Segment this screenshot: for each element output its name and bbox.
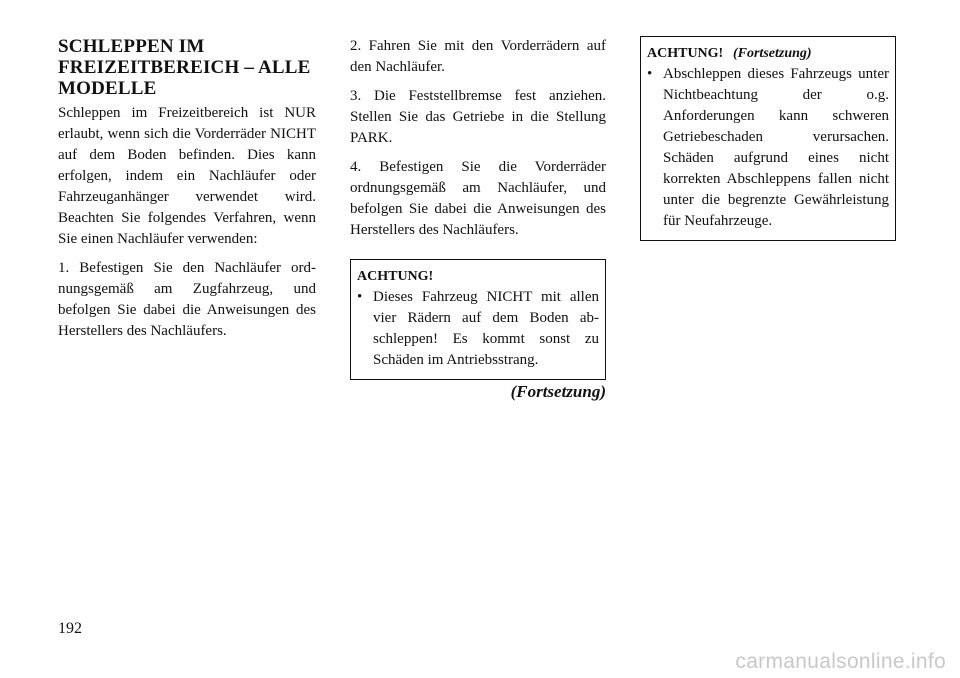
intro-paragraph: Schleppen im Freizeitbereich ist NUR erlaubt, wenn sich die Vorderräder NICHT auf dem Boden befinden. Dies kann erfolgen, indem ein Nachläufer oder Fahrzeuganhänger verwendet wird. Beachten Sie folgendes Verfahren, wenn Sie einen Nachläufer verwenden: bbox=[58, 105, 316, 247]
bullet-icon: • bbox=[647, 66, 653, 82]
warning-header bbox=[647, 43, 889, 64]
warning-box bbox=[350, 259, 606, 380]
warning-bullet bbox=[357, 287, 599, 371]
page-number: 192 bbox=[58, 620, 82, 637]
warning-box-continued bbox=[640, 36, 896, 241]
column-middle bbox=[350, 36, 606, 402]
section-heading bbox=[58, 36, 316, 99]
warning-bullet-text: Dieses Fahrzeug NICHT mit allen vier Rädern auf dem Boden abschleppen! Es kommt sonst zu Schäden im Antriebsstrang. bbox=[373, 289, 599, 368]
step-1: 1. Befestigen Sie den Nachläufer ordnungsgemäß am Zugfahrzeug, und befolgen Sie dabei die Anweisungen des Herstellers des Nachläufers. bbox=[58, 260, 316, 339]
heading-line-3: MODELLE bbox=[58, 78, 157, 99]
heading-line-1: SCHLEPPEN IM bbox=[58, 36, 205, 57]
warning-continued-label: (Fortsetzung) bbox=[732, 46, 812, 61]
watermark: carmanualsonline.info bbox=[735, 650, 946, 673]
warning-title: ACHTUNG! bbox=[647, 46, 724, 61]
warning-title: ACHTUNG! bbox=[357, 269, 434, 284]
bullet-icon: • bbox=[357, 289, 363, 305]
column-left bbox=[58, 36, 316, 350]
warning-bullet bbox=[647, 64, 889, 232]
step-4: 4. Befestigen Sie die Vorderräder ordnungsgemäß am Nachläufer, und befolgen Sie dabei die Anweisungen des Herstellers des Nachläufers. bbox=[350, 159, 606, 238]
warning-bullet-text: Abschleppen dieses Fahrzeugs unter Nichtbeachtung der o.g. Anforderungen kann schweren Getriebeschaden verursachen. Schäden aufgrund eines nicht korrekten Abschleppens fallen nicht unter die begrenzte Gewährleistung für Neufahrzeuge. bbox=[663, 66, 889, 229]
step-3: 3. Die Feststellbremse fest anziehen. Stellen Sie das Getriebe in die Stellung PARK. bbox=[350, 88, 606, 146]
step-2: 2. Fahren Sie mit den Vorderrädern auf den Nachläufer. bbox=[350, 38, 606, 75]
continued-label: (Fortsetzung) bbox=[510, 382, 606, 401]
heading-line-2: FREIZEITBEREICH – ALLE bbox=[58, 57, 311, 78]
column-right bbox=[640, 36, 896, 241]
